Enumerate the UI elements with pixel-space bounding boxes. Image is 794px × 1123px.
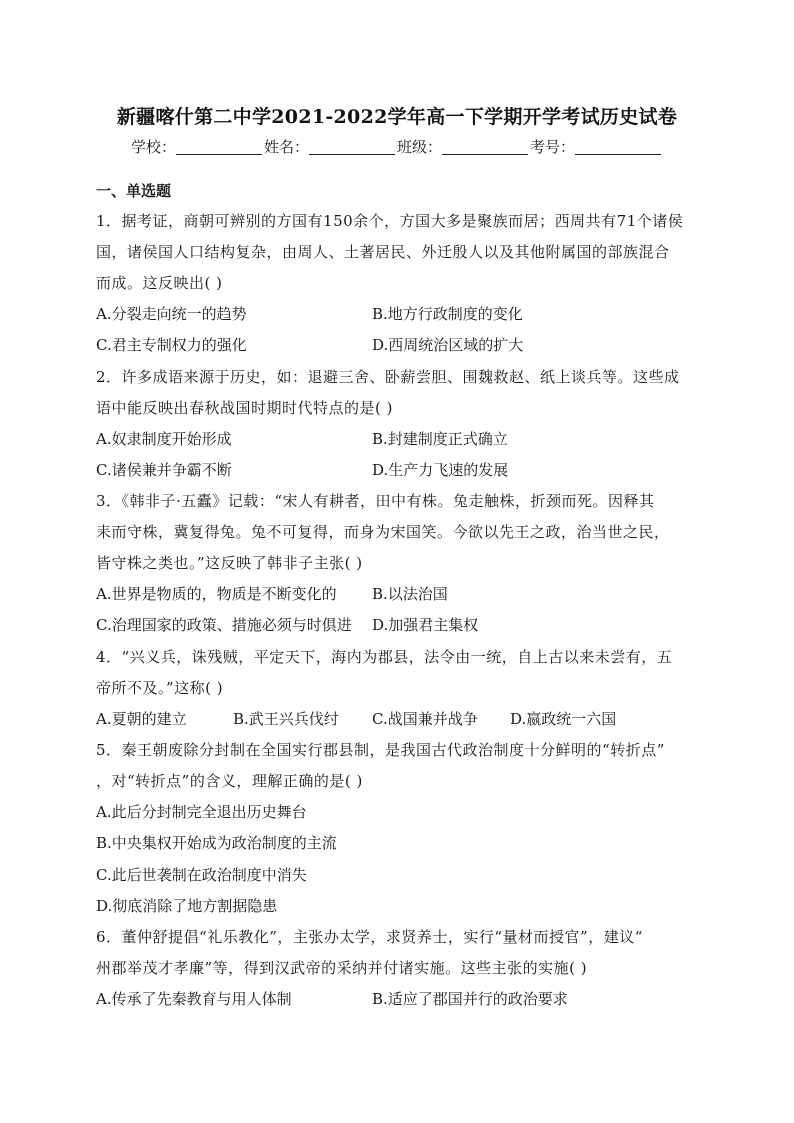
class-blank[interactable] [442, 154, 528, 155]
question-5-line-1: 5．秦王朝废除分封制在全国实行郡县制，是我国古代政治制度十分鲜明的“转折点” [96, 741, 665, 759]
question-5-option-a[interactable]: A.此后分封制完全退出历史舞台 [96, 803, 307, 821]
question-3-line-3: 皆守株之类也。”这反映了韩非子主张( ) [96, 554, 363, 572]
question-6-option-a[interactable]: A.传承了先秦教育与用人体制 [96, 990, 292, 1008]
question-3-line-1: 3．《韩非子·五蠹》记载：“宋人有耕者，田中有株。兔走触株，折颈而死。因释其 [96, 492, 655, 510]
question-4-option-d[interactable]: D.嬴政统一六国 [510, 710, 617, 728]
question-6-line-2: 州郡举茂才孝廉”等，得到汉武帝的采纳并付诸实施。这些主张的实施( ) [96, 959, 588, 977]
school-field: 学校： [131, 136, 264, 157]
question-4-option-a[interactable]: A.夏朝的建立 [96, 710, 187, 728]
question-6-option-b[interactable]: B.适应了郡国并行的政治要求 [372, 990, 568, 1008]
question-3-option-b[interactable]: B.以法治国 [372, 585, 448, 603]
question-5-option-b[interactable]: B.中央集权开始成为政治制度的主流 [96, 834, 337, 852]
question-2-line-2: 语中能反映出春秋战国时期时代特点的是( ) [96, 399, 393, 417]
name-blank[interactable] [309, 154, 395, 155]
question-1-line-1: 1．据考证，商朝可辨别的方国有150余个，方国大多是聚族而居；西周共有71个诸侯 [96, 212, 684, 230]
exam-title: 新疆喀什第二中学2021-2022学年高一下学期开学考试历史试卷 [116, 106, 678, 128]
question-1-line-2: 国，诸侯国人口结构复杂，由周人、土著居民、外迁殷人以及其他附属国的部族混合 [96, 243, 670, 261]
question-2-line-1: 2．许多成语来源于历史，如：退避三舍、卧薪尝胆、围魏救赵、纸上谈兵等。这些成 [96, 368, 680, 386]
question-2-option-d[interactable]: D.生产力飞速的发展 [372, 461, 509, 479]
name-field: 姓名： [264, 136, 397, 157]
question-4-line-2: 帝所不及。”这称( ) [96, 679, 224, 697]
exam-number-field: 考号： [530, 136, 663, 157]
student-info-line [0, 136, 794, 157]
question-2-option-a[interactable]: A.奴隶制度开始形成 [96, 430, 232, 448]
question-4-line-1: 4．“兴义兵，诛残贼，平定天下，海内为郡县，法令由一统，自上古以来未尝有，五 [96, 648, 673, 666]
question-1-option-b[interactable]: B.地方行政制度的变化 [372, 305, 523, 323]
question-3-option-c[interactable]: C.治理国家的政策、措施必须与时俱进 [96, 616, 352, 634]
question-2-option-b[interactable]: B.封建制度正式确立 [372, 430, 508, 448]
question-5-option-d[interactable]: D.彻底消除了地方割据隐患 [96, 897, 278, 915]
question-6-line-1: 6．董仲舒提倡“礼乐教化”，主张办太学，求贤养士，实行“量材而授官”，建议“ [96, 928, 643, 946]
question-2-option-c[interactable]: C.诸侯兼并争霸不断 [96, 461, 232, 479]
question-3-line-2: 耒而守株，冀复得兔。兔不可复得，而身为宋国笑。今欲以先王之政，治当世之民， [96, 523, 670, 541]
question-5-line-2: ，对“转折点”的含义，理解正确的是( ) [96, 772, 363, 790]
question-4-option-c[interactable]: C.战国兼并战争 [372, 710, 478, 728]
question-1-option-a[interactable]: A.分裂走向统一的趋势 [96, 305, 247, 323]
question-3-option-a[interactable]: A.世界是物质的，物质是不断变化的 [96, 585, 337, 603]
class-field: 班级： [397, 136, 530, 157]
question-1-option-c[interactable]: C.君主专制权力的强化 [96, 336, 247, 354]
question-1-option-d[interactable]: D.西周统治区域的扩大 [372, 336, 524, 354]
section-heading: 一、单选题 [96, 182, 172, 200]
question-3-option-d[interactable]: D.加强君主集权 [372, 616, 479, 634]
question-4-option-b[interactable]: B.武王兴兵伐纣 [233, 710, 339, 728]
question-5-option-c[interactable]: C.此后世袭制在政治制度中消失 [96, 866, 307, 884]
question-1-line-3: 而成。这反映出( ) [96, 274, 223, 292]
exam-number-blank[interactable] [575, 154, 661, 155]
school-blank[interactable] [176, 154, 262, 155]
